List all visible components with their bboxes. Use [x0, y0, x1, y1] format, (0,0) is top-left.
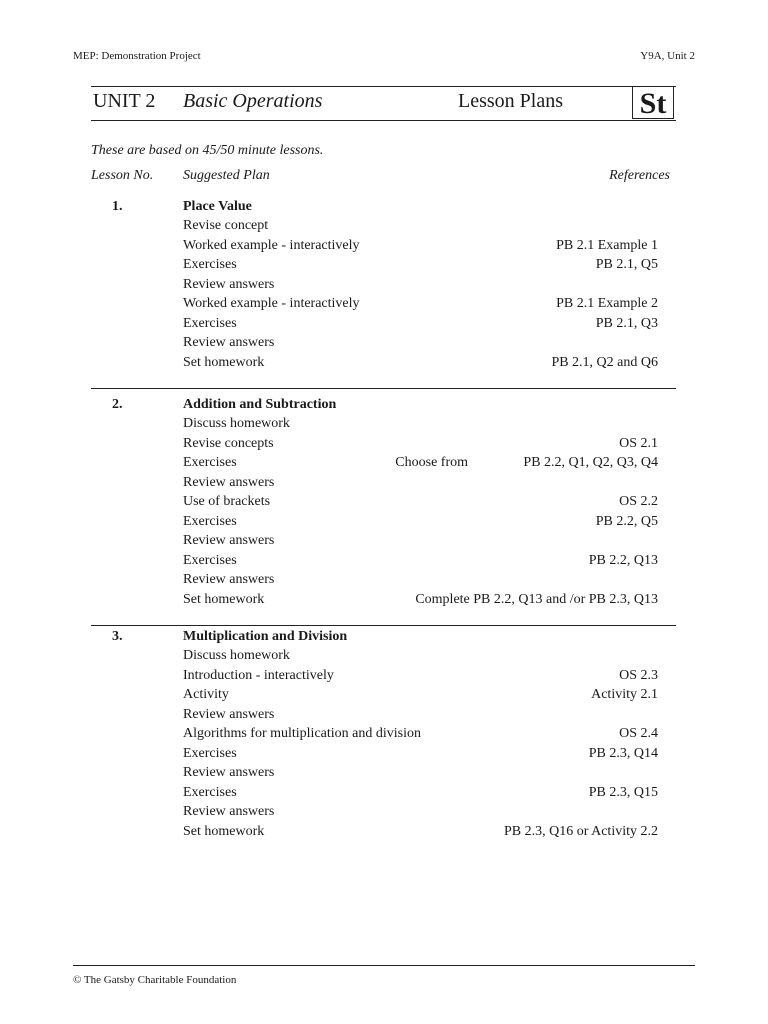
- plan-step: Review answers: [183, 572, 275, 587]
- plan-row: [0, 553, 768, 573]
- column-references: References: [609, 168, 670, 183]
- plan-step: Set homework: [183, 823, 265, 839]
- plan-row: [0, 218, 768, 238]
- plan-reference: Activity 2.1: [591, 687, 658, 702]
- title-bottom-rule: [91, 120, 676, 121]
- plan-step: Revise concepts: [183, 435, 274, 451]
- plan-row: [0, 257, 768, 277]
- lesson-title: Multiplication and Division: [183, 629, 348, 644]
- st-badge: St: [632, 86, 674, 119]
- plan-row: [0, 475, 768, 495]
- lesson-separator: [91, 388, 676, 389]
- plan-step: Review answers: [183, 706, 275, 722]
- plan-row: [0, 436, 768, 456]
- plan-step: Exercises: [183, 745, 237, 761]
- intro-note: These are based on 45/50 minute lessons.: [91, 143, 324, 158]
- plan-reference: Complete PB 2.2, Q13 and /or PB 2.3, Q13: [415, 591, 658, 607]
- column-lesson-no: Lesson No.: [91, 168, 154, 183]
- plan-step: Introduction - interactively: [183, 667, 334, 683]
- plan-row: [0, 804, 768, 824]
- plan-row: [0, 648, 768, 668]
- lesson-separator: [91, 625, 676, 626]
- plan-row: [0, 707, 768, 727]
- plan-step: Review answers: [183, 533, 275, 548]
- plan-reference: PB 2.2, Q5: [595, 513, 658, 529]
- unit-label: UNIT 2: [93, 90, 156, 112]
- lesson-number: 3.: [112, 629, 123, 644]
- plan-reference: PB 2.1 Example 1: [556, 237, 658, 253]
- plan-step: Activity: [183, 687, 229, 702]
- plan-step: Algorithms for multiplication and division: [183, 726, 421, 741]
- plan-reference: PB 2.1 Example 2: [556, 296, 658, 311]
- plan-step: Exercises: [183, 455, 237, 470]
- plan-row: [0, 455, 768, 475]
- footer-rule: [73, 965, 695, 966]
- plan-row: [0, 238, 768, 258]
- plan-reference: OS 2.2: [619, 494, 658, 509]
- plan-step: Review answers: [183, 765, 275, 780]
- plan-step: Exercises: [183, 513, 237, 529]
- plan-reference: OS 2.3: [619, 667, 658, 683]
- plan-reference: PB 2.3, Q15: [588, 784, 658, 800]
- plan-reference: PB 2.1, Q2 and Q6: [551, 354, 658, 370]
- plan-row: [0, 514, 768, 534]
- plan-step: Use of brackets: [183, 494, 271, 509]
- lesson-title: Place Value: [183, 199, 252, 214]
- lesson-plans-label: Lesson Plans: [458, 90, 563, 112]
- plan-row: [0, 572, 768, 592]
- plan-step: Review answers: [183, 335, 275, 350]
- unit-title: Basic Operations: [183, 90, 323, 112]
- plan-row: [0, 355, 768, 375]
- plan-step: Exercises: [183, 552, 237, 568]
- plan-row: [0, 824, 768, 844]
- plan-reference: OS 2.4: [619, 726, 658, 741]
- plan-row: [0, 533, 768, 553]
- plan-row: [0, 494, 768, 514]
- running-header-right: Y9A, Unit 2: [640, 50, 695, 62]
- plan-row: [0, 785, 768, 805]
- column-suggested-plan: Suggested Plan: [183, 168, 270, 183]
- plan-reference: PB 2.2, Q1, Q2, Q3, Q4: [523, 455, 658, 470]
- plan-step: Discuss homework: [183, 648, 290, 663]
- plan-row: [0, 668, 768, 688]
- plan-step: Review answers: [183, 474, 275, 490]
- plan-step: Exercises: [183, 257, 237, 272]
- running-header-left: MEP: Demonstration Project: [73, 50, 201, 62]
- plan-reference: OS 2.1: [619, 435, 658, 451]
- lesson-number: 1.: [112, 199, 123, 214]
- plan-step: Exercises: [183, 784, 237, 800]
- plan-step: Worked example - interactively: [183, 296, 360, 311]
- lesson-number: 2.: [112, 397, 123, 412]
- plan-step: Worked example - interactively: [183, 237, 360, 253]
- plan-reference: PB 2.3, Q14: [588, 745, 658, 761]
- plan-row: [0, 416, 768, 436]
- plan-row: [0, 335, 768, 355]
- plan-step: Review answers: [183, 804, 275, 819]
- plan-row: [0, 592, 768, 612]
- plan-row: [0, 316, 768, 336]
- plan-row: [0, 746, 768, 766]
- plan-note: Choose from: [395, 455, 468, 470]
- plan-reference: PB 2.2, Q13: [588, 552, 658, 568]
- plan-row: [0, 687, 768, 707]
- title-top-rule: [91, 86, 676, 87]
- plan-reference: PB 2.1, Q3: [595, 315, 658, 331]
- plan-row: [0, 277, 768, 297]
- plan-step: Exercises: [183, 315, 237, 331]
- footer-copyright: © The Gatsby Charitable Foundation: [73, 974, 237, 986]
- plan-step: Set homework: [183, 354, 265, 370]
- plan-row: [0, 726, 768, 746]
- plan-step: Discuss homework: [183, 416, 290, 431]
- lesson-title: Addition and Subtraction: [183, 397, 337, 412]
- plan-step: Review answers: [183, 276, 275, 292]
- plan-reference: PB 2.1, Q5: [595, 257, 658, 272]
- plan-reference: PB 2.3, Q16 or Activity 2.2: [503, 823, 658, 839]
- plan-row: [0, 296, 768, 316]
- plan-step: Set homework: [183, 591, 265, 607]
- plan-step: Revise concept: [183, 218, 269, 233]
- plan-row: [0, 765, 768, 785]
